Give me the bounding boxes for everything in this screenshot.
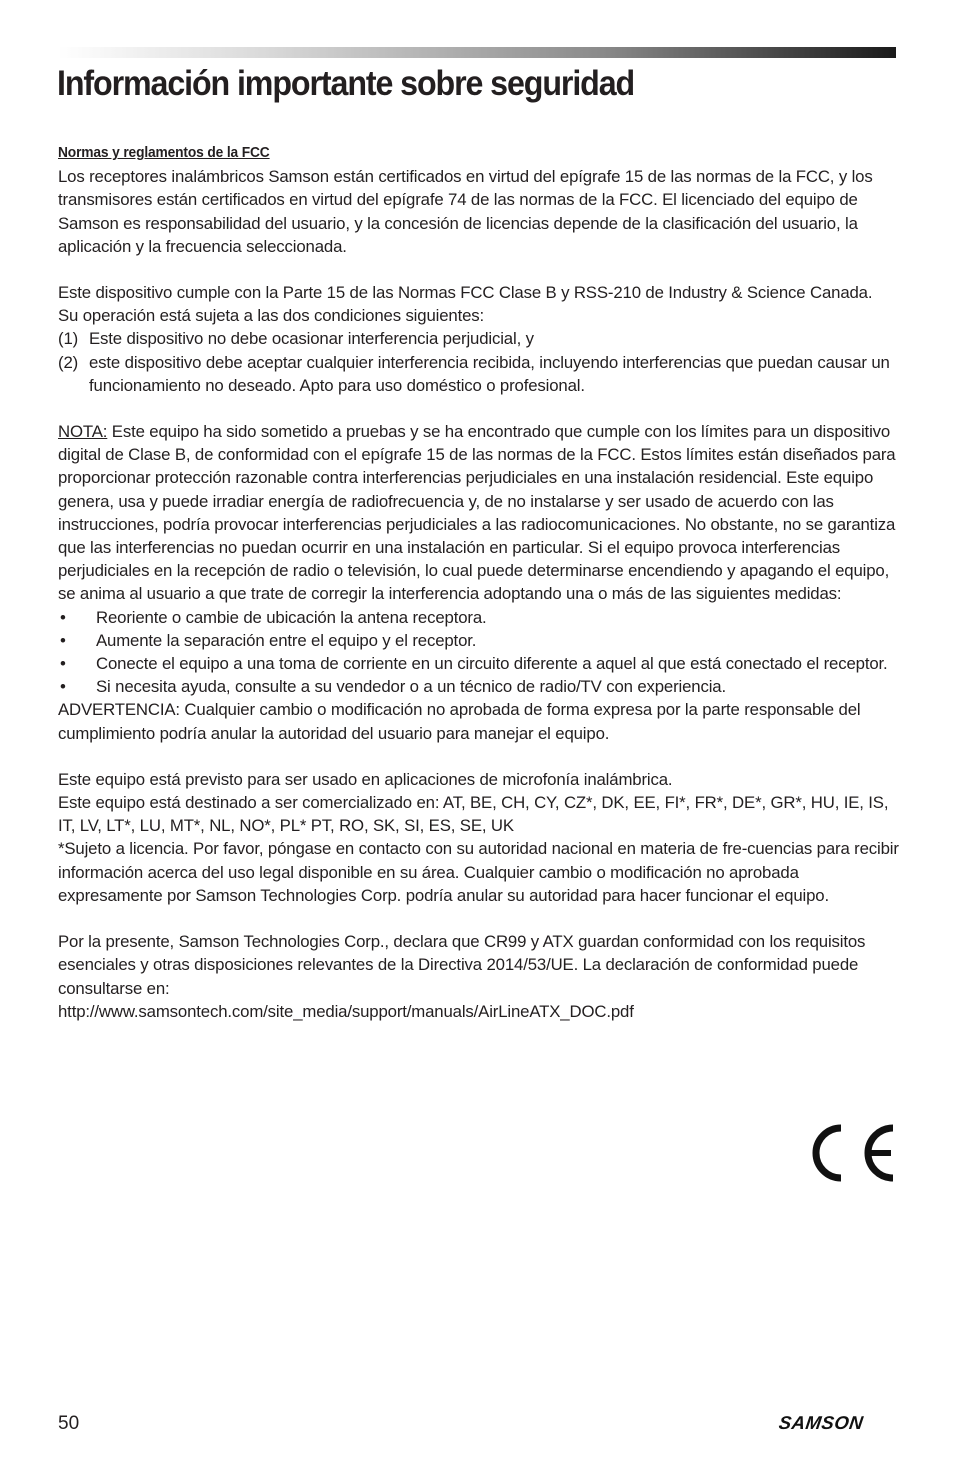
fcc-section — [58, 140, 904, 165]
bullet-icon: • — [60, 607, 66, 627]
measure-item — [58, 652, 904, 675]
condition-item — [58, 351, 904, 397]
license-note: *Sujeto a licencia. Por favor, póngase en contacto con su autoridad nacional en materia de fre-cuencias para recibir información acerca del uso legal disponible en su área. Cualquier cambio o modificación no aprobada expresamente por Samson Technologies Corp. podría anular su autoridad para hacer funcionar el equipo. — [58, 839, 899, 905]
nota-label: NOTA: — [58, 422, 108, 442]
measure-item — [58, 675, 904, 698]
measure-text: Reoriente o cambie de ubicación la antena receptora. — [96, 607, 487, 627]
measure-text: Conecte el equipo a una toma de corriente en un circuito diferente a aquel al que está conectado el receptor. — [96, 654, 888, 674]
markets-list: Este equipo está destinado a ser comercializado en: AT, BE, CH, CY, CZ*, DK, EE, FI*, FR*, DE*, GR*, HU, IE, IS, IT, LV, LT*, LU, MT*, NL, NO*, PL* PT, RO, SK, SI, ES, SE, UK — [58, 793, 889, 836]
samson-logo: SAMSON — [777, 1412, 865, 1433]
warning-paragraph: ADVERTENCIA: Cualquier cambio o modificación no aprobada de forma expresa por la parte responsable del cumplimiento podría anular la autoridad del usuario para manejar el equipo. — [58, 700, 861, 743]
fcc-heading: Normas y reglamentos de la FCC — [58, 145, 270, 161]
measure-text: Si necesita ayuda, consulte a su vendedor o a un técnico de radio/TV con experiencia. — [96, 677, 727, 697]
ce-mark-icon — [811, 1122, 897, 1184]
condition-text: este dispositivo debe aceptar cualquier interferencia recibida, incluyendo interferencias que puedan causar un funcionamiento no deseado. Apto para uso doméstico o profesional. — [89, 352, 890, 395]
page-number: 50 — [58, 1413, 80, 1434]
condition-number: (1) — [58, 329, 79, 349]
bullet-icon: • — [60, 630, 66, 650]
intended-use: Este equipo está previsto para ser usado en aplicaciones de microfonía inalámbrica. — [58, 769, 673, 789]
bullet-icon: • — [60, 677, 66, 697]
header-gradient-bar — [58, 47, 896, 58]
bullet-icon: • — [60, 654, 66, 674]
condition-text: Este dispositivo no debe ocasionar interferencia perjudicial, y — [89, 329, 534, 349]
measure-text: Aumente la separación entre el equipo y el receptor. — [96, 630, 477, 650]
fcc-compliance: Este dispositivo cumple con la Parte 15 de las Normas FCC Clase B y RSS-210 de Industry & Science Canada. — [58, 283, 873, 303]
declaration-text: Por la presente, Samson Technologies Corp., declara que CR99 y ATX guardan conformidad con los requisitos esenciales y otras disposiciones relevantes de la Directiva 2014/53/UE. La declaración de conformidad puede consultarse en: — [58, 932, 866, 998]
declaration-url: http://www.samsontech.com/site_media/support/manuals/AirLineATX_DOC.pdf — [58, 1001, 634, 1021]
nota-text: Este equipo ha sido sometido a pruebas y se ha encontrado que cumple con los límites para un dispositivo digital de Clase B, de conformidad con el epígrafe 15 de las normas de la FCC. Estos límites están diseñados para proporcionar protección razonable contra interferencias perjudiciales en una instalación residencial. Este equipo genera, usa y puede irradiar energía de radiofrecuencia y, de no instalarse y ser usado de acuerdo con las instrucciones, podría provocar interferencias perjudiciales a las radiocomunicaciones. No obstante, no se garantiza que las interferencias no puedan ocurrir en una instalación en particular. Si el equipo provoca interferencias perjudiciales en la recepción de radio o televisión, lo cual puede determinarse encendiendo y apagando el equipo, se anima al usuario a que trate de corregir la interferencia adoptando una o más de las siguientes medidas: — [58, 422, 896, 604]
conditions-intro: Su operación está sujeta a las dos condiciones siguientes: — [58, 306, 485, 326]
nota-paragraph — [58, 420, 904, 606]
safety-content — [58, 140, 904, 1023]
page-title: Información importante sobre seguridad — [57, 64, 635, 103]
fcc-intro: Los receptores inalámbricos Samson están certificados en virtud del epígrafe 15 de las normas de la FCC, y los transmisores están certificados en virtud del epígrafe 74 de las normas de la FCC. El licenciado del equipo de Samson es responsabilidad del usuario, y la concesión de licencias depende de la clasificación del usuario, la aplicación y la frecuencia seleccionada. — [58, 167, 873, 256]
condition-item — [58, 327, 904, 350]
condition-number: (2) — [58, 352, 79, 372]
measure-item — [58, 629, 904, 652]
measure-item — [58, 606, 904, 629]
